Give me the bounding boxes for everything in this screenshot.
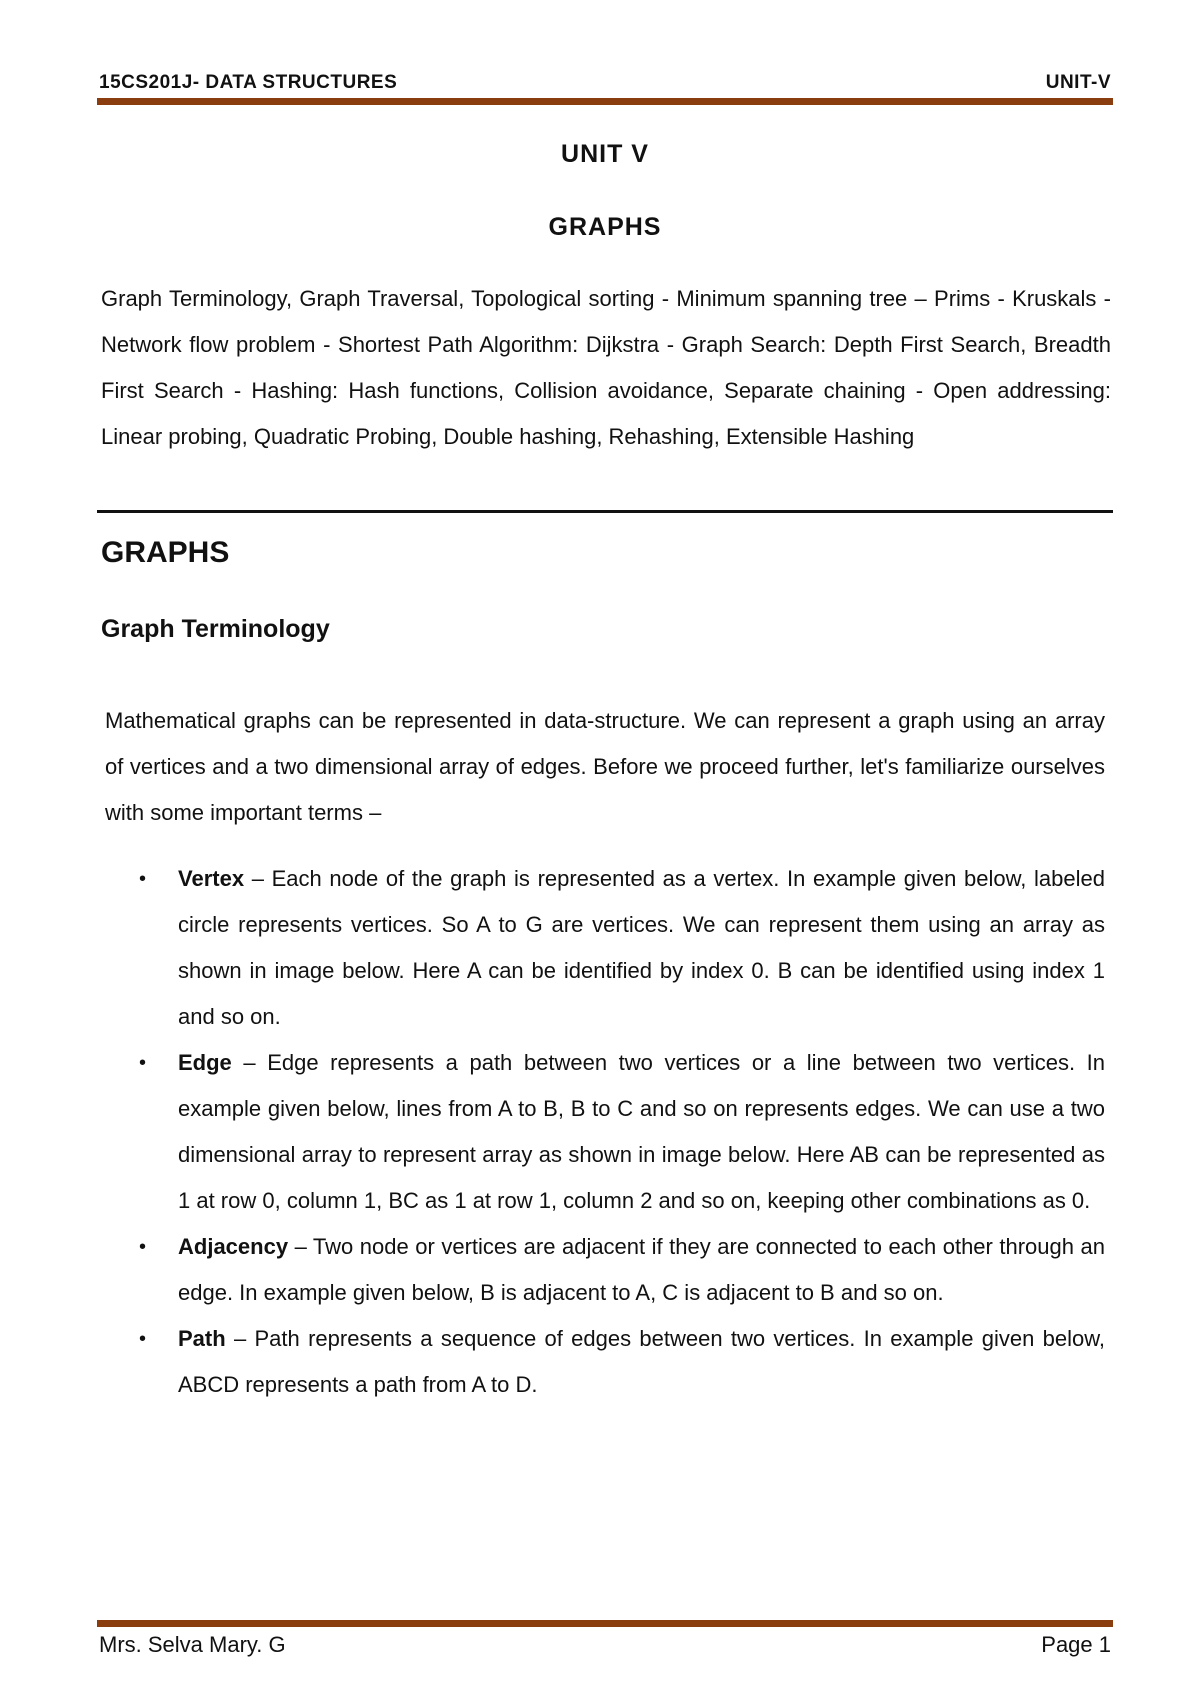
author-name: Mrs. Selva Mary. G [99, 1632, 286, 1657]
terms-list [105, 856, 1105, 1408]
term-name: Vertex [178, 866, 245, 891]
unit-title: UNIT V [561, 140, 649, 168]
list-item [105, 856, 1105, 1040]
intro-paragraph: Mathematical graphs can be represented in data-structure. We can represent a graph using an array of vertices and a two dimensional array of edges. Before we proceed further, let's familiarize ourselves with some important terms – [105, 708, 1105, 825]
syllabus-paragraph: Graph Terminology, Graph Traversal, Topological sorting - Minimum spanning tree – Prims - Kruskals - Network flow problem - Shortest Path Algorithm: Dijkstra - Graph Search: Depth First Search, Breadth First Search - Hashing: Hash functions, Collision avoidance, Separate chaining - Open addressing: Linear probing, Quadratic Probing, Double hashing, Rehashing, Extensible Hashing [101, 286, 1111, 449]
term-name: Edge [178, 1050, 232, 1075]
bullet-icon: • [139, 1328, 147, 1350]
bullet-icon: • [139, 1236, 147, 1258]
page-footer [97, 1632, 1113, 1672]
term-name: Adjacency [178, 1234, 289, 1259]
subsection-heading: Graph Terminology [101, 615, 330, 643]
term-description: – Two node or vertices are adjacent if they are connected to each other through an edge. In example given below, B is adjacent to A, C is adjacent to B and so on. [178, 1234, 1105, 1305]
term-name: Path [178, 1326, 226, 1351]
unit-label: UNIT-V [1045, 72, 1111, 93]
term-description: – Path represents a sequence of edges between two vertices. In example given below, ABCD represents a path from A to D. [178, 1326, 1105, 1397]
list-item [105, 1316, 1105, 1408]
footer-rule [97, 1620, 1113, 1627]
section-divider [97, 510, 1113, 513]
term-description: – Each node of the graph is represented as a vertex. In example given below, labeled circle represents vertices. So A to G are vertices. We can represent them using an array as shown in image below. Here A can be identified by index 0. B can be identified using index 1 and so on. [178, 866, 1105, 1029]
term-description: – Edge represents a path between two vertices or a line between two vertices. In example given below, lines from A to B, B to C and so on represents edges. We can use a two dimensional array to represent array as shown in image below. Here AB can be represented as 1 at row 0, column 1, BC as 1 at row 1, column 2 and so on, keeping other combinations as 0. [178, 1050, 1105, 1213]
bullet-icon: • [139, 1052, 147, 1074]
topic-title: GRAPHS [548, 213, 662, 241]
page-number: Page 1 [1041, 1632, 1111, 1657]
course-code: 15CS201J- DATA STRUCTURES [99, 72, 398, 93]
list-item [105, 1224, 1105, 1316]
list-item [105, 1040, 1105, 1224]
section-heading: GRAPHS [101, 536, 230, 569]
header-rule [97, 98, 1113, 105]
bullet-icon: • [139, 868, 147, 890]
